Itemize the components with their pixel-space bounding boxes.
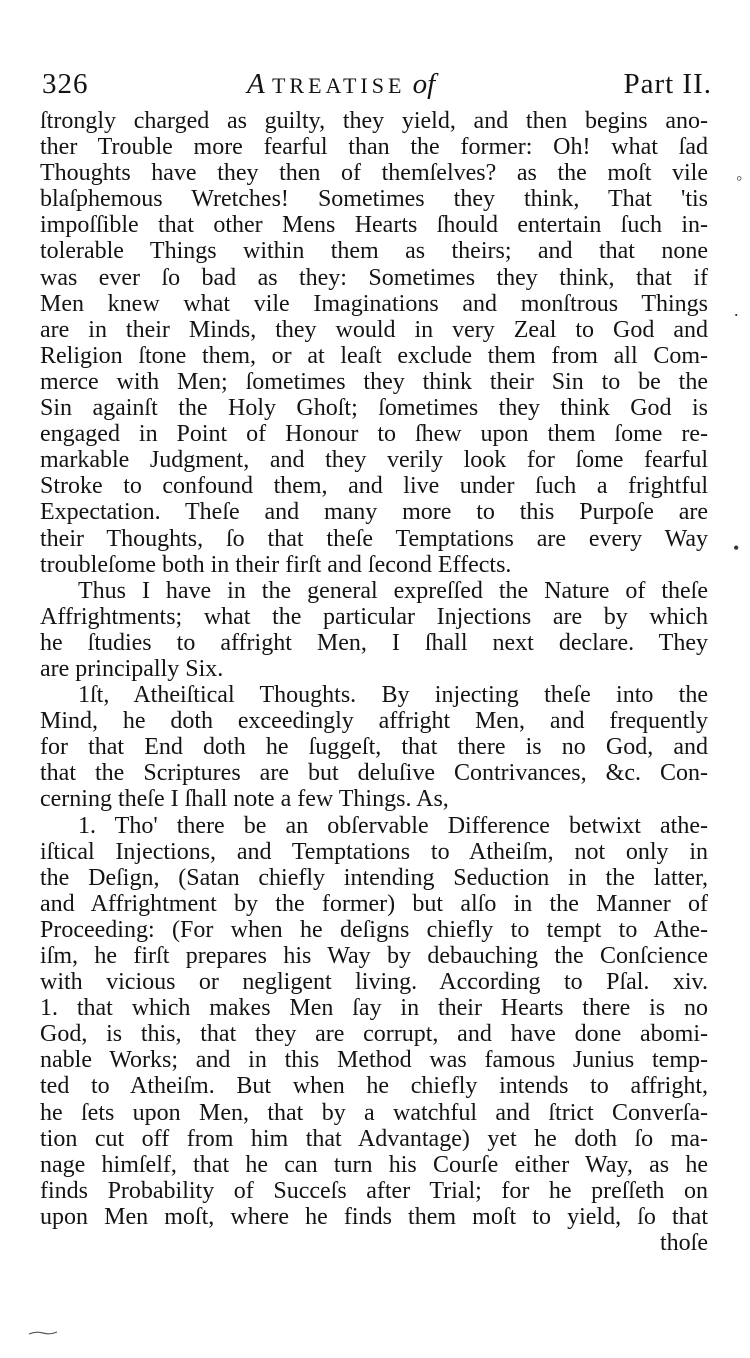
text-line: God, is this, that they are corrupt, and have done abomi- [40,1021,708,1048]
running-title-article: A [247,68,265,100]
text-line: cerning theſe I ſhall note a few Things. As, [40,786,449,813]
text-line: troubleſome both in their firſt and ſecond Effects. [40,551,512,578]
text-line: nage himſelf, that he can turn his Courſe either Way, as he [40,1151,708,1178]
paragraph-start-line: Thus I have in the general expreſſed the Nature of theſe [78,577,708,604]
text-line: impoſſible that other Mens Hearts ſhould entertain ſuch in- [40,212,708,239]
text-line: markable Judgment, and they verily look for ſome fearful [40,447,708,474]
paragraph-start-line: 1. Tho' there be an obſervable Difference betwixt athe- [78,812,708,839]
margin-mark-dot: • [733,538,740,558]
text-line: Affrightments; what the particular Injections are by which [40,603,708,630]
text-line: he ſets upon Men, that by a watchful and ſtrict Converſa- [40,1099,708,1126]
text-line: are principally Six. [40,655,224,682]
text-line: finds Probability of Succeſs after Trial; for he preſſeth on [40,1177,708,1204]
running-title [247,68,435,101]
text-line: Religion ſtone them, or at leaſt exclude them from all Com- [40,342,708,369]
text-line: 1. that which makes Men ſay in their Hearts there is no [40,995,708,1022]
text-line: Thoughts have they then of themſelves? as the moſt vile [40,160,708,187]
text-line: ted to Atheiſm. But when he chiefly intends to affright, [40,1073,708,1100]
text-line: merce with Men; ſometimes they think their Sin to be the [40,368,708,395]
running-title-word: TREATISE [271,73,406,98]
text-line: are in their Minds, they would in very Zeal to God and [40,316,708,343]
text-line: upon Men moſt, where he finds them moſt to yield, ſo that [40,1203,708,1230]
text-line: ther Trouble more fearful than the former: Oh! what ſad [40,134,708,161]
text-line: Proceeding: (For when he deſigns chiefly to tempt to Athe- [40,916,708,943]
text-line: tion cut off from him that Advantage) yet he doth ſo ma- [40,1125,708,1152]
text-line: Expectation. Theſe and many more to this Purpoſe are [40,499,708,526]
running-header [42,64,712,108]
text-line: nable Works; and in this Method was famous Junius temp- [40,1047,708,1074]
text-line: tolerable Things within them as theirs; and that none [40,238,708,265]
text-line: Men knew what vile Imaginations and monſtrous Things [40,290,708,317]
text-line: with vicious or negligent living. According to Pſal. xiv. [40,969,708,996]
text-line: Sin againſt the Holy Ghoſt; ſometimes they think God is [40,395,708,422]
text-line: engaged in Point of Honour to ſhew upon them ſome re- [40,421,708,448]
text-line: he ſtudies to affright Men, I ſhall next declare. They [40,629,708,656]
margin-mark-dot: . [734,300,739,320]
text-line: blaſphemous Wretches! Sometimes they think, That 'tis [40,186,708,213]
text-line: for that End doth he ſuggeſt, that there is no God, and [40,734,708,761]
text-line: was ever ſo bad as they: Sometimes they think, that if [40,264,708,291]
part-label: Part II. [623,68,712,100]
text-line: ſtrongly charged as guilty, they yield, and then begins ano- [40,108,708,134]
paragraph-start-line: 1ſt, Atheiſtical Thoughts. By injecting theſe into the [78,682,708,709]
running-title-of: of [412,68,436,100]
catchword: thoſe [660,1230,708,1257]
text-line: and Affrightment by the former) but alſo in the Manner of [40,890,708,917]
margin-mark-circle: ◦ [736,168,743,188]
ink-smudge-mark [28,1330,58,1336]
body-text [40,108,708,1256]
page-number: 326 [42,68,89,100]
text-line: Stroke to confound them, and live under ſuch a frightful [40,473,708,500]
text-line: iſtical Injections, and Temptations to Atheiſm, not only in [40,838,708,865]
text-line: iſm, he firſt prepares his Way by debauching the Conſcience [40,943,708,969]
text-line: Mind, he doth exceedingly affright Men, and frequently [40,708,708,735]
text-line: that the Scriptures are but deluſive Contrivances, &c. Con- [40,760,708,787]
text-line: the Deſign, (Satan chiefly intending Seduction in the latter, [40,864,708,891]
text-line: their Thoughts, ſo that theſe Temptations are every Way [40,525,708,552]
